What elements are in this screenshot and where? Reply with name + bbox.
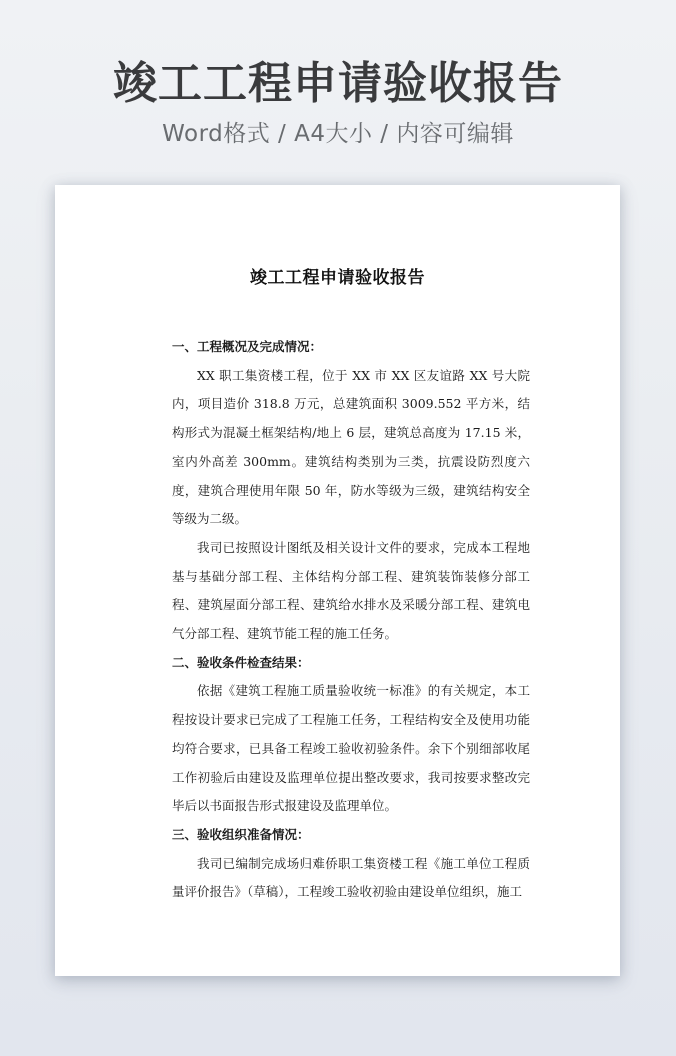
banner-subtitle: Word格式 / A4大小 / 内容可编辑 — [162, 121, 514, 147]
section-heading: 一、工程概况及完成情况： — [172, 339, 323, 354]
section-paragraph: 我司已编制完成场归难侨职工集资楼工程《施工单位工程质量评价报告》（草稿），工程竣工验收初验由建设单位组织，施工 — [172, 855, 530, 900]
section-paragraph: 我司已按照设计图纸及相关设计文件的要求，完成本工程地基与基础分部工程、主体结构分部工程、建筑装饰装修分部工程、建筑屋面分部工程、建筑给水排水及采暖分部工程、建筑电气分部工程、建筑节能工程的施工任务。 — [172, 539, 530, 642]
section-paragraph: XX 职工集资楼工程，位于 XX 市 XX 区友谊路 XX 号大院内，项目造价 318.8 万元，总建筑面积 3009.552 平方米，结构形式为混凝土框架结构/地上 6 层，建筑总高度为 17.15 米，室内外高差 300mm。建筑结构类别为三类，抗震设防烈度六度，建筑合理使用年限 50 年，防水等级为三级，建筑结构安全等级为二级。 — [172, 367, 530, 527]
document-body — [172, 333, 530, 907]
document-page — [55, 185, 620, 976]
section-paragraph: 依据《建筑工程施工质量验收统一标准》的有关规定，本工程按设计要求已完成了工程施工任务，工程结构安全及使用功能均符合要求，已具备工程竣工验收初验条件。余下个别细部收尾工作初验后由建设及监理单位提出整改要求，我司按要求整改完毕后以书面报告形式报建设及监理单位。 — [172, 683, 530, 814]
section-heading: 三、验收组织准备情况： — [172, 826, 310, 842]
document-title: 竣工工程申请验收报告 — [250, 268, 425, 288]
section-heading: 二、验收条件检查结果： — [172, 654, 310, 670]
banner — [0, 0, 676, 147]
banner-title: 竣工工程申请验收报告 — [113, 58, 563, 109]
